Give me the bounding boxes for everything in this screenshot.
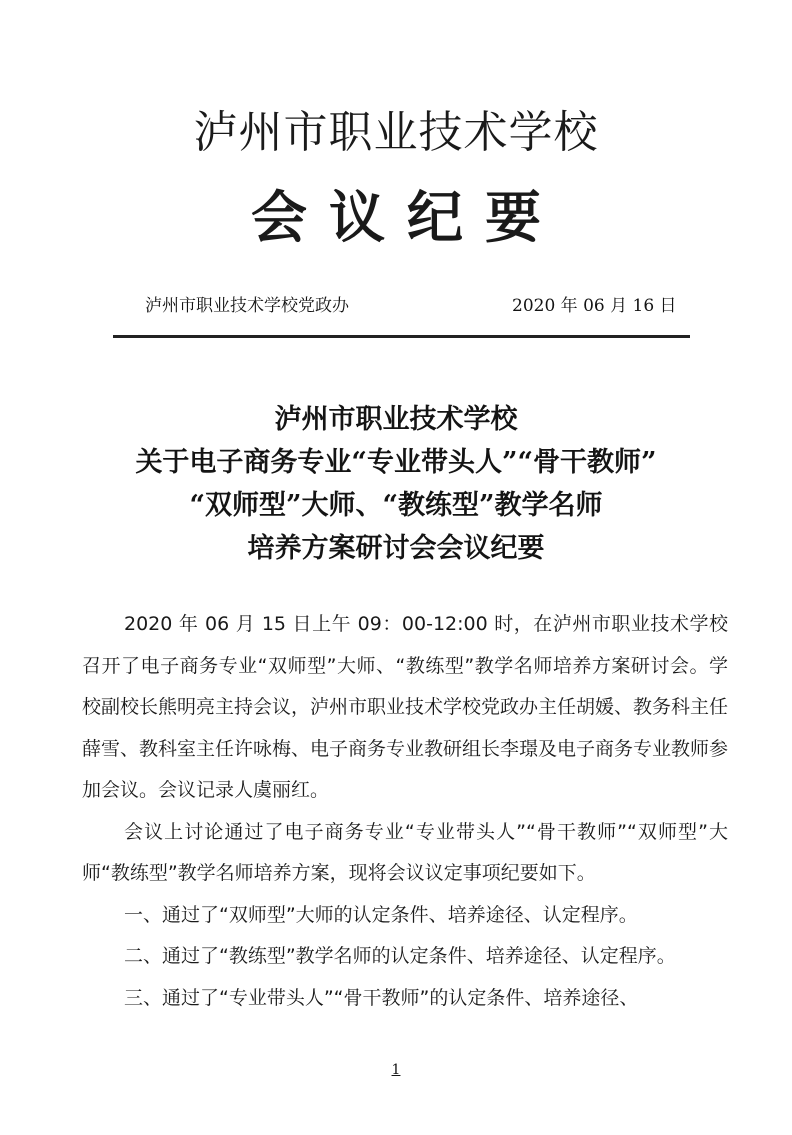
issuer: 泸州市职业技术学校党政办 [145, 296, 349, 316]
paragraph-item-3: 三、通过了“专业带头人”“骨干教师”的认定条件、培养途径、 [124, 986, 639, 1009]
document-body [82, 604, 728, 1019]
title-line-4: 培养方案研讨会会议纪要 [247, 533, 545, 564]
paragraph-item-2: 二、通过了“教练型”教学名师的认定条件、培养途径、认定程序。 [124, 945, 676, 967]
header-doc-type: 会议纪要 [251, 186, 563, 251]
title-line-3: “双师型”大师、“教练型”教学名师 [189, 490, 603, 521]
title-line-2: 关于电子商务专业“专业带头人”“骨干教师” [135, 447, 657, 478]
paragraph-discussion: 会议上讨论通过了电子商务专业“专业带头人”“骨干教师”“双师型”大师“教练型”教学名师培养方案，现将会议议定事项纪要如下。 [82, 820, 728, 884]
header-divider [113, 335, 690, 338]
issue-date: 2020 年 06 月 16 日 [512, 296, 677, 316]
paragraph-meeting-info: 2020 年 06 月 15 日上午 09：00-12:00 时，在泸州市职业技术学校召开了电子商务专业“双师型”大师、“教练型”教学名师培养方案研讨会。学校副校长熊明亮主持会议，泸州市职业技术学校党政办主任胡媛、教务科主任薛雪、教科室主任许咏梅、电子商务专业教研组长李璟及电子商务专业教师参加会议。会议记录人虞丽红。 [82, 613, 729, 801]
title-line-1: 泸州市职业技术学校 [274, 404, 518, 435]
paragraph-item-1: 一、通过了“双师型”大师的认定条件、培养途径、认定程序。 [124, 903, 638, 926]
page-number: 1 [391, 1062, 401, 1078]
header-school-name: 泸州市职业技术学校 [193, 107, 599, 158]
document-title [0, 398, 792, 570]
